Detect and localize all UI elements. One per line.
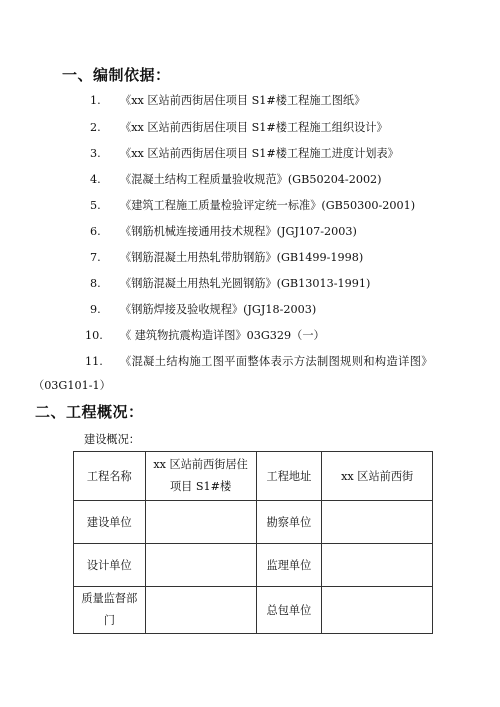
reference-number: 5. (90, 199, 101, 212)
general-contractor-value (322, 587, 433, 634)
survey-unit-label: 勘察单位 (256, 501, 322, 544)
reference-number: 2. (90, 121, 101, 134)
reference-text: 《 建筑物抗震构造详图》03G329（一） (120, 329, 325, 342)
general-contractor-label: 总包单位 (256, 587, 322, 634)
table-row (74, 501, 433, 544)
project-info-table (73, 451, 433, 634)
reference-text: 《xx 区站前西街居住项目 S1#楼工程施工组织设计》 (120, 121, 388, 134)
builder-unit-value (145, 501, 256, 544)
section1-heading: 一、编制依据： (62, 66, 171, 84)
project-address-value: xx 区站前西街 (322, 452, 433, 501)
reference-text: 《钢筋混凝土用热轧带肋钢筋》(GB1499-1998) (120, 251, 364, 264)
reference-text: 《混凝土结构工程质量验收规范》(GB50204-2002) (120, 173, 382, 186)
supervision-unit-label: 监理单位 (256, 544, 322, 587)
table-row (74, 544, 433, 587)
reference-number: 9. (90, 303, 101, 316)
reference-text: 《xx 区站前西街居住项目 S1#楼工程施工图纸》 (120, 94, 366, 107)
construction-overview-label: 建设概况： (84, 433, 140, 446)
reference-item-11-continuation: （03G101-1） (33, 379, 111, 392)
reference-number: 3. (90, 147, 101, 160)
project-name-value: xx 区站前西街居住项目 S1#楼 (145, 452, 256, 501)
reference-number: 6. (90, 225, 101, 238)
reference-number: 11. (85, 355, 103, 368)
reference-text: 《混凝土结构施工图平面整体表示方法制图规则和构造详图》 (120, 355, 433, 368)
reference-text: 《xx 区站前西街居住项目 S1#楼工程施工进度计划表》 (120, 147, 399, 160)
quality-supervision-label: 质量监督部门 (74, 587, 146, 634)
table-row (74, 587, 433, 634)
survey-unit-value (322, 501, 433, 544)
reference-text: 《建筑工程施工质量检验评定统一标准》(GB50300-2001) (120, 199, 416, 212)
reference-number: 1. (90, 94, 101, 107)
builder-unit-label: 建设单位 (74, 501, 146, 544)
project-name-label: 工程名称 (74, 452, 146, 501)
reference-number: 8. (90, 277, 101, 290)
design-unit-value (145, 544, 256, 587)
section2-heading: 二、工程概况： (35, 403, 144, 421)
table-row (74, 452, 433, 501)
reference-number: 7. (90, 251, 101, 264)
reference-text: 《钢筋机械连接通用技术规程》(JGJ107-2003) (120, 225, 357, 238)
reference-text: 《钢筋焊接及验收规程》(JGJ18-2003) (120, 303, 317, 316)
design-unit-label: 设计单位 (74, 544, 146, 587)
reference-number: 10. (85, 329, 103, 342)
project-address-label: 工程地址 (256, 452, 322, 501)
reference-number: 4. (90, 173, 101, 186)
quality-supervision-value (145, 587, 256, 634)
supervision-unit-value (322, 544, 433, 587)
reference-text: 《钢筋混凝土用热轧光圆钢筋》(GB13013-1991) (120, 277, 371, 290)
